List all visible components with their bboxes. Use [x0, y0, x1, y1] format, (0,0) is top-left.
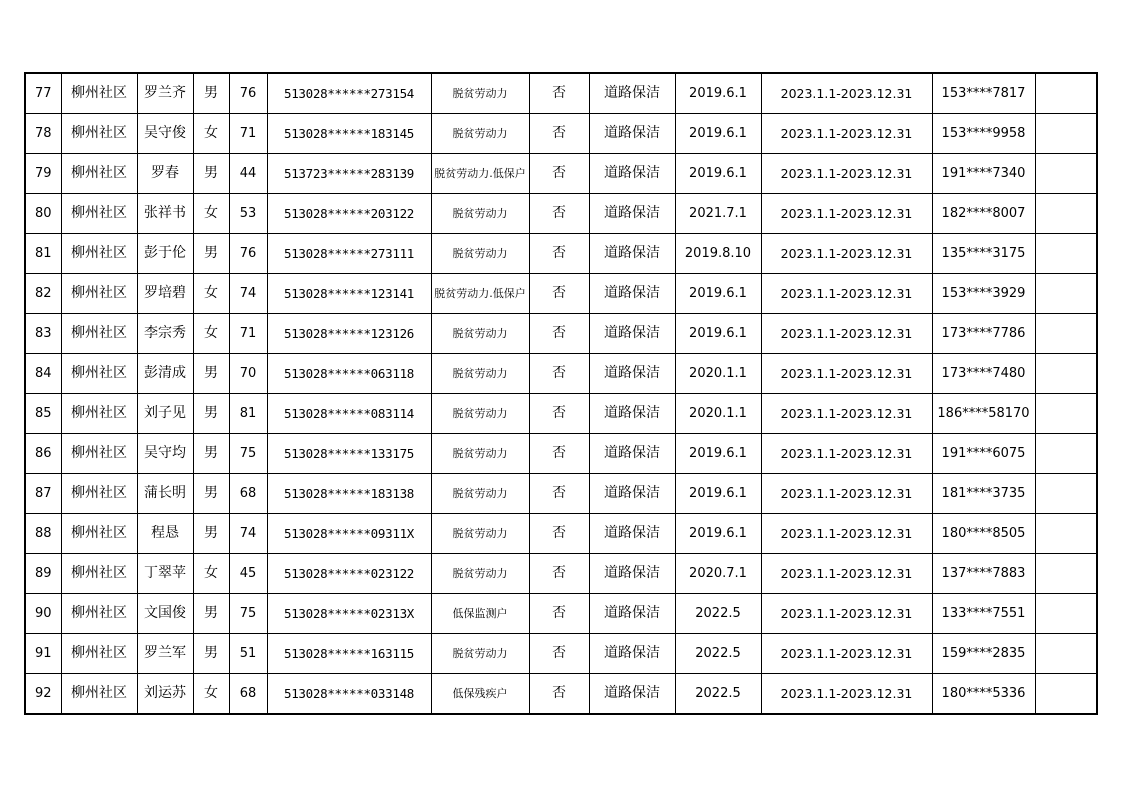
- id-number-cell: 513028******273111: [267, 234, 431, 274]
- id-number-cell: 513028******023122: [267, 554, 431, 594]
- job-cell: 道路保洁: [589, 674, 675, 715]
- period-cell: 2023.1.1-2023.12.31: [761, 634, 932, 674]
- job-cell: 道路保洁: [589, 634, 675, 674]
- community-cell: 柳州社区: [61, 554, 137, 594]
- phone-cell: 180****5336: [932, 674, 1035, 715]
- job-cell: 道路保洁: [589, 114, 675, 154]
- category-cell: 脱贫劳动力: [431, 114, 529, 154]
- flag-cell: 否: [529, 394, 589, 434]
- table-row: [25, 474, 1097, 514]
- job-cell: 道路保洁: [589, 554, 675, 594]
- table-row: [25, 594, 1097, 634]
- phone-cell: 135****3175: [932, 234, 1035, 274]
- remark-cell: [1035, 154, 1097, 194]
- start-date-cell: 2020.1.1: [675, 354, 761, 394]
- remark-cell: [1035, 274, 1097, 314]
- community-cell: 柳州社区: [61, 354, 137, 394]
- name-cell: 刘子见: [137, 394, 193, 434]
- age-cell: 44: [229, 154, 267, 194]
- table-row: [25, 73, 1097, 114]
- category-cell: 脱贫劳动力: [431, 554, 529, 594]
- name-cell: 罗兰齐: [137, 73, 193, 114]
- phone-cell: 153****3929: [932, 274, 1035, 314]
- flag-cell: 否: [529, 154, 589, 194]
- name-cell: 刘运苏: [137, 674, 193, 715]
- age-cell: 70: [229, 354, 267, 394]
- age-cell: 68: [229, 674, 267, 715]
- age-cell: 74: [229, 274, 267, 314]
- job-cell: 道路保洁: [589, 194, 675, 234]
- gender-cell: 女: [193, 114, 229, 154]
- id-number-cell: 513028******203122: [267, 194, 431, 234]
- category-cell: 脱贫劳动力: [431, 354, 529, 394]
- id-number-cell: 513028******033148: [267, 674, 431, 715]
- row-number: 91: [25, 634, 61, 674]
- phone-cell: 191****6075: [932, 434, 1035, 474]
- row-number: 80: [25, 194, 61, 234]
- category-cell: 脱贫劳动力: [431, 234, 529, 274]
- job-cell: 道路保洁: [589, 154, 675, 194]
- row-number: 81: [25, 234, 61, 274]
- remark-cell: [1035, 234, 1097, 274]
- age-cell: 74: [229, 514, 267, 554]
- name-cell: 吴守均: [137, 434, 193, 474]
- gender-cell: 男: [193, 474, 229, 514]
- start-date-cell: 2019.8.10: [675, 234, 761, 274]
- id-number-cell: 513028******123126: [267, 314, 431, 354]
- row-number: 88: [25, 514, 61, 554]
- id-number-cell: 513028******02313X: [267, 594, 431, 634]
- job-cell: 道路保洁: [589, 234, 675, 274]
- flag-cell: 否: [529, 114, 589, 154]
- period-cell: 2023.1.1-2023.12.31: [761, 674, 932, 715]
- phone-cell: 181****3735: [932, 474, 1035, 514]
- remark-cell: [1035, 194, 1097, 234]
- row-number: 83: [25, 314, 61, 354]
- personnel-table: [24, 72, 1098, 715]
- age-cell: 53: [229, 194, 267, 234]
- remark-cell: [1035, 594, 1097, 634]
- age-cell: 51: [229, 634, 267, 674]
- community-cell: 柳州社区: [61, 314, 137, 354]
- community-cell: 柳州社区: [61, 194, 137, 234]
- category-cell: 脱贫劳动力: [431, 634, 529, 674]
- gender-cell: 男: [193, 434, 229, 474]
- period-cell: 2023.1.1-2023.12.31: [761, 554, 932, 594]
- name-cell: 罗春: [137, 154, 193, 194]
- gender-cell: 男: [193, 354, 229, 394]
- start-date-cell: 2019.6.1: [675, 514, 761, 554]
- flag-cell: 否: [529, 434, 589, 474]
- row-number: 82: [25, 274, 61, 314]
- flag-cell: 否: [529, 234, 589, 274]
- gender-cell: 女: [193, 314, 229, 354]
- start-date-cell: 2019.6.1: [675, 314, 761, 354]
- name-cell: 李宗秀: [137, 314, 193, 354]
- name-cell: 彭于伦: [137, 234, 193, 274]
- name-cell: 吴守俊: [137, 114, 193, 154]
- name-cell: 罗培碧: [137, 274, 193, 314]
- flag-cell: 否: [529, 554, 589, 594]
- remark-cell: [1035, 73, 1097, 114]
- id-number-cell: 513028******063118: [267, 354, 431, 394]
- table-row: [25, 674, 1097, 715]
- period-cell: 2023.1.1-2023.12.31: [761, 274, 932, 314]
- gender-cell: 男: [193, 154, 229, 194]
- community-cell: 柳州社区: [61, 234, 137, 274]
- id-number-cell: 513028******163115: [267, 634, 431, 674]
- community-cell: 柳州社区: [61, 274, 137, 314]
- table-row: [25, 554, 1097, 594]
- age-cell: 75: [229, 434, 267, 474]
- flag-cell: 否: [529, 73, 589, 114]
- phone-cell: 159****2835: [932, 634, 1035, 674]
- phone-cell: 180****8505: [932, 514, 1035, 554]
- table-row: [25, 274, 1097, 314]
- table-row: [25, 634, 1097, 674]
- name-cell: 张祥书: [137, 194, 193, 234]
- remark-cell: [1035, 674, 1097, 715]
- community-cell: 柳州社区: [61, 154, 137, 194]
- gender-cell: 男: [193, 514, 229, 554]
- phone-cell: 186****58170: [932, 394, 1035, 434]
- start-date-cell: 2020.1.1: [675, 394, 761, 434]
- gender-cell: 女: [193, 274, 229, 314]
- period-cell: 2023.1.1-2023.12.31: [761, 514, 932, 554]
- start-date-cell: 2022.5: [675, 594, 761, 634]
- id-number-cell: 513028******183145: [267, 114, 431, 154]
- row-number: 79: [25, 154, 61, 194]
- job-cell: 道路保洁: [589, 73, 675, 114]
- job-cell: 道路保洁: [589, 314, 675, 354]
- age-cell: 68: [229, 474, 267, 514]
- row-number: 78: [25, 114, 61, 154]
- start-date-cell: 2021.7.1: [675, 194, 761, 234]
- gender-cell: 女: [193, 194, 229, 234]
- table-row: [25, 354, 1097, 394]
- phone-cell: 173****7786: [932, 314, 1035, 354]
- job-cell: 道路保洁: [589, 474, 675, 514]
- flag-cell: 否: [529, 474, 589, 514]
- flag-cell: 否: [529, 314, 589, 354]
- phone-cell: 173****7480: [932, 354, 1035, 394]
- name-cell: 丁翠苹: [137, 554, 193, 594]
- row-number: 86: [25, 434, 61, 474]
- id-number-cell: 513028******083114: [267, 394, 431, 434]
- community-cell: 柳州社区: [61, 114, 137, 154]
- category-cell: 脱贫劳动力: [431, 194, 529, 234]
- age-cell: 76: [229, 234, 267, 274]
- name-cell: 罗兰军: [137, 634, 193, 674]
- period-cell: 2023.1.1-2023.12.31: [761, 434, 932, 474]
- remark-cell: [1035, 434, 1097, 474]
- table-row: [25, 434, 1097, 474]
- age-cell: 81: [229, 394, 267, 434]
- category-cell: 脱贫劳动力: [431, 73, 529, 114]
- job-cell: 道路保洁: [589, 394, 675, 434]
- id-number-cell: 513723******283139: [267, 154, 431, 194]
- category-cell: 低保残疾户: [431, 674, 529, 715]
- period-cell: 2023.1.1-2023.12.31: [761, 354, 932, 394]
- period-cell: 2023.1.1-2023.12.31: [761, 594, 932, 634]
- phone-cell: 153****9958: [932, 114, 1035, 154]
- flag-cell: 否: [529, 634, 589, 674]
- period-cell: 2023.1.1-2023.12.31: [761, 394, 932, 434]
- age-cell: 45: [229, 554, 267, 594]
- phone-cell: 137****7883: [932, 554, 1035, 594]
- id-number-cell: 513028******123141: [267, 274, 431, 314]
- age-cell: 76: [229, 73, 267, 114]
- job-cell: 道路保洁: [589, 434, 675, 474]
- flag-cell: 否: [529, 674, 589, 715]
- table-row: [25, 514, 1097, 554]
- community-cell: 柳州社区: [61, 634, 137, 674]
- name-cell: 蒲长明: [137, 474, 193, 514]
- gender-cell: 男: [193, 594, 229, 634]
- community-cell: 柳州社区: [61, 514, 137, 554]
- name-cell: 程恳: [137, 514, 193, 554]
- category-cell: 低保监测户: [431, 594, 529, 634]
- flag-cell: 否: [529, 194, 589, 234]
- job-cell: 道路保洁: [589, 514, 675, 554]
- row-number: 87: [25, 474, 61, 514]
- id-number-cell: 513028******09311X: [267, 514, 431, 554]
- community-cell: 柳州社区: [61, 73, 137, 114]
- remark-cell: [1035, 314, 1097, 354]
- start-date-cell: 2019.6.1: [675, 434, 761, 474]
- period-cell: 2023.1.1-2023.12.31: [761, 114, 932, 154]
- job-cell: 道路保洁: [589, 354, 675, 394]
- community-cell: 柳州社区: [61, 434, 137, 474]
- remark-cell: [1035, 474, 1097, 514]
- start-date-cell: 2019.6.1: [675, 474, 761, 514]
- category-cell: 脱贫劳动力.低保户: [431, 154, 529, 194]
- id-number-cell: 513028******183138: [267, 474, 431, 514]
- age-cell: 71: [229, 114, 267, 154]
- age-cell: 71: [229, 314, 267, 354]
- phone-cell: 182****8007: [932, 194, 1035, 234]
- table-row: [25, 394, 1097, 434]
- gender-cell: 男: [193, 234, 229, 274]
- start-date-cell: 2022.5: [675, 634, 761, 674]
- category-cell: 脱贫劳动力: [431, 434, 529, 474]
- row-number: 89: [25, 554, 61, 594]
- period-cell: 2023.1.1-2023.12.31: [761, 154, 932, 194]
- table-row: [25, 154, 1097, 194]
- start-date-cell: 2019.6.1: [675, 274, 761, 314]
- start-date-cell: 2019.6.1: [675, 73, 761, 114]
- table-body: [25, 73, 1097, 714]
- community-cell: 柳州社区: [61, 394, 137, 434]
- period-cell: 2023.1.1-2023.12.31: [761, 194, 932, 234]
- phone-cell: 191****7340: [932, 154, 1035, 194]
- start-date-cell: 2019.6.1: [675, 154, 761, 194]
- flag-cell: 否: [529, 274, 589, 314]
- category-cell: 脱贫劳动力: [431, 394, 529, 434]
- category-cell: 脱贫劳动力.低保户: [431, 274, 529, 314]
- table-row: [25, 114, 1097, 154]
- start-date-cell: 2022.5: [675, 674, 761, 715]
- remark-cell: [1035, 514, 1097, 554]
- remark-cell: [1035, 394, 1097, 434]
- category-cell: 脱贫劳动力: [431, 474, 529, 514]
- id-number-cell: 513028******133175: [267, 434, 431, 474]
- community-cell: 柳州社区: [61, 674, 137, 715]
- gender-cell: 女: [193, 674, 229, 715]
- job-cell: 道路保洁: [589, 274, 675, 314]
- community-cell: 柳州社区: [61, 474, 137, 514]
- period-cell: 2023.1.1-2023.12.31: [761, 73, 932, 114]
- table-row: [25, 314, 1097, 354]
- row-number: 77: [25, 73, 61, 114]
- gender-cell: 男: [193, 634, 229, 674]
- row-number: 84: [25, 354, 61, 394]
- job-cell: 道路保洁: [589, 594, 675, 634]
- category-cell: 脱贫劳动力: [431, 514, 529, 554]
- period-cell: 2023.1.1-2023.12.31: [761, 234, 932, 274]
- id-number-cell: 513028******273154: [267, 73, 431, 114]
- category-cell: 脱贫劳动力: [431, 314, 529, 354]
- remark-cell: [1035, 554, 1097, 594]
- remark-cell: [1035, 354, 1097, 394]
- age-cell: 75: [229, 594, 267, 634]
- gender-cell: 男: [193, 73, 229, 114]
- flag-cell: 否: [529, 354, 589, 394]
- start-date-cell: 2019.6.1: [675, 114, 761, 154]
- community-cell: 柳州社区: [61, 594, 137, 634]
- table-row: [25, 234, 1097, 274]
- name-cell: 彭清成: [137, 354, 193, 394]
- flag-cell: 否: [529, 594, 589, 634]
- table-row: [25, 194, 1097, 234]
- gender-cell: 男: [193, 394, 229, 434]
- gender-cell: 女: [193, 554, 229, 594]
- row-number: 92: [25, 674, 61, 715]
- row-number: 90: [25, 594, 61, 634]
- name-cell: 文国俊: [137, 594, 193, 634]
- row-number: 85: [25, 394, 61, 434]
- phone-cell: 133****7551: [932, 594, 1035, 634]
- remark-cell: [1035, 634, 1097, 674]
- flag-cell: 否: [529, 514, 589, 554]
- period-cell: 2023.1.1-2023.12.31: [761, 474, 932, 514]
- remark-cell: [1035, 114, 1097, 154]
- start-date-cell: 2020.7.1: [675, 554, 761, 594]
- period-cell: 2023.1.1-2023.12.31: [761, 314, 932, 354]
- phone-cell: 153****7817: [932, 73, 1035, 114]
